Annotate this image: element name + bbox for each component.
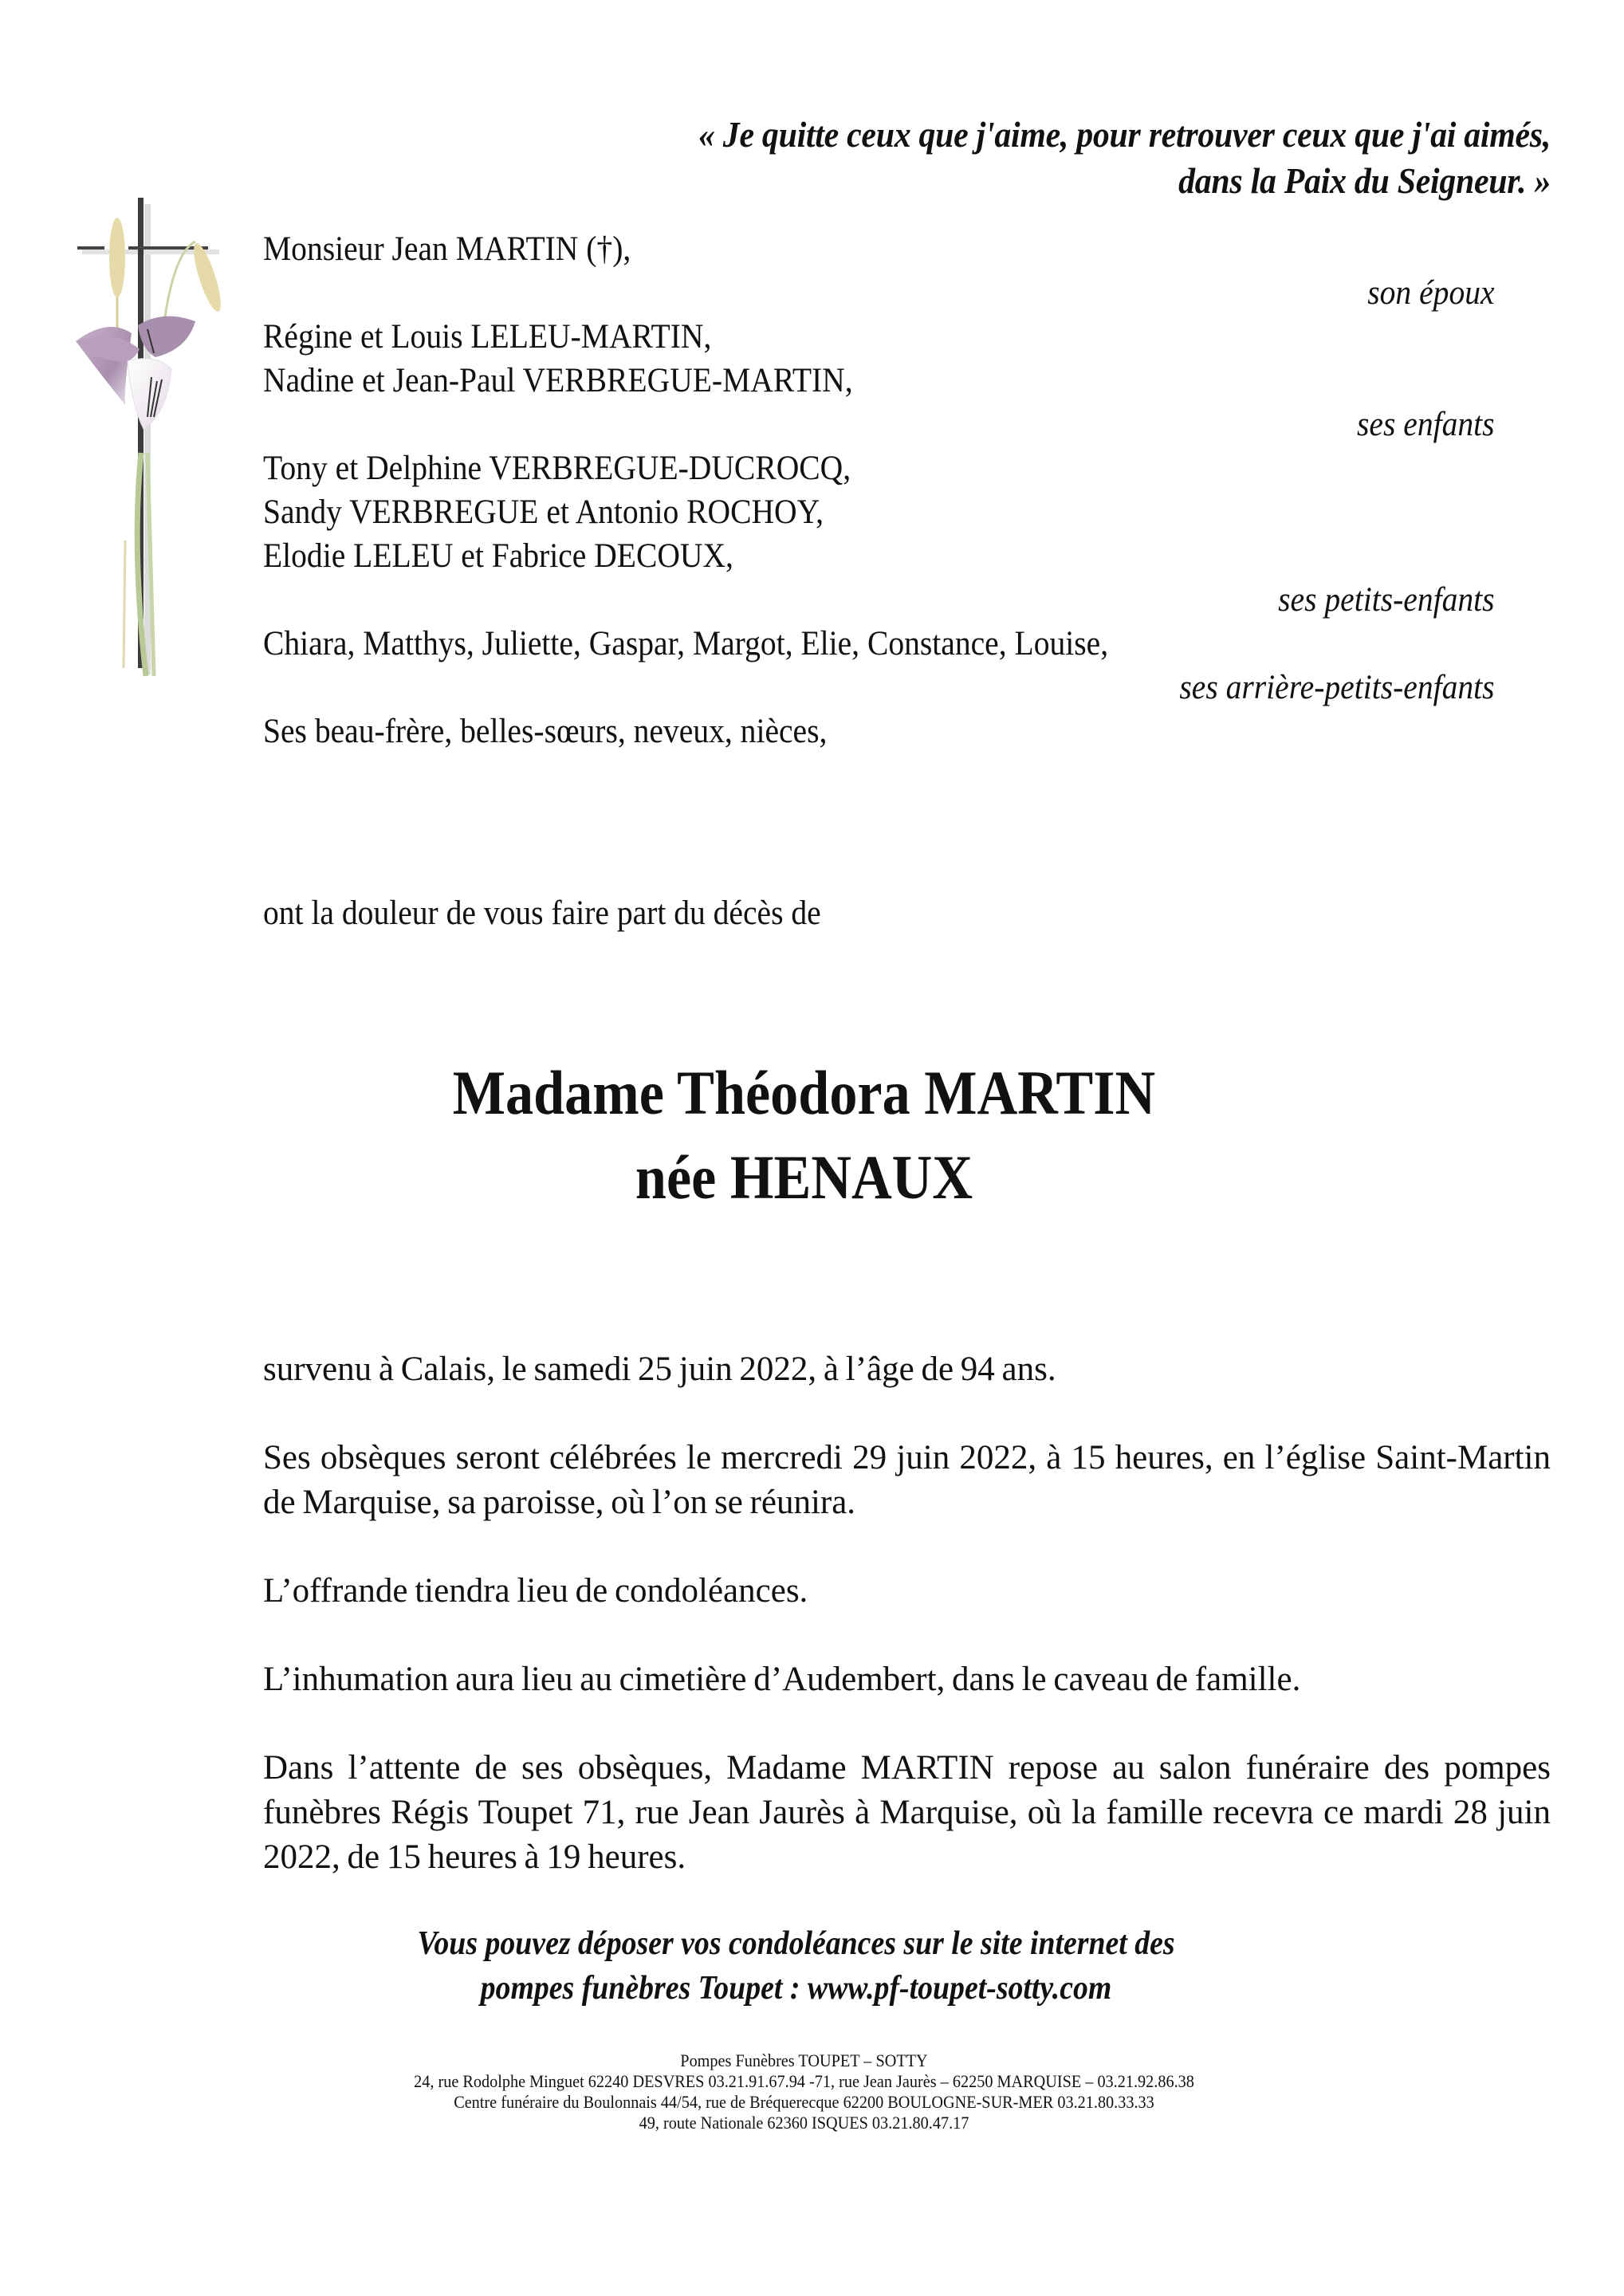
online-condolences-note: [0, 1921, 1624, 2011]
family-spouse-role: son époux: [1367, 274, 1495, 312]
family-child-name: Nadine et Jean-Paul VERBREGUE-MARTIN,: [263, 362, 853, 399]
family-children-role: ses enfants: [1357, 406, 1495, 443]
death-details: survenu à Calais, le samedi 25 juin 2022, à l’âge de 94 ans.: [263, 1350, 1056, 1388]
footer-address-2: Centre funéraire du Boulonnais 44/54, rue de Bréquerecque 62200 BOULOGNE-SUR-MER 03.21.80.33.33: [454, 2092, 1154, 2112]
family-grandchild-name: Sandy VERBREGUE et Antonio ROCHOY,: [263, 493, 824, 531]
announcement-body: [263, 1347, 1551, 1924]
family-great-grandchildren-names: Chiara, Matthys, Juliette, Gaspar, Margot, Elie, Constance, Louise,: [263, 625, 1109, 662]
family-grandchild-name: Elodie LELEU et Fabrice DECOUX,: [263, 537, 733, 575]
funeral-details: Ses obsèques seront célébrées le mercredi 29 juin 2022, à 15 heures, en l’église Saint-Martin de Marquise, sa paroisse, où l’on se réunira.: [263, 1439, 1551, 1521]
footer-address-3: 49, route Nationale 62360 ISQUES 03.21.80.47.17: [639, 2113, 969, 2133]
family-grandchild-name: Tony et Delphine VERBREGUE-DUCROCQ,: [263, 450, 851, 487]
announcement-intro: ont la douleur de vous faire part du décès de: [263, 894, 821, 932]
family-grandchildren-role: ses petits-enfants: [1278, 581, 1495, 619]
footer-company: Pompes Funèbres TOUPET – SOTTY: [680, 2050, 928, 2070]
footer-address-1: 24, rue Rodolphe Minguet 62240 DESVRES 03.21.91.67.94 -71, rue Jean Jaurès – 62250 MARQUISE – 03.21.92.86.38: [414, 2071, 1194, 2091]
family-list: [263, 227, 1555, 753]
deceased-name-line-1: Madame Théodora MARTIN: [452, 1058, 1156, 1127]
visitation-details: Dans l’attente de ses obsèques, Madame MARTIN repose au salon funéraire des pompes funèbres Régis Toupet 71, rue Jean Jaurès à Marquise, où la famille recevra ce mardi 28 juin 2022, de 15 heures à 19 heures.: [263, 1749, 1551, 1876]
quote-line-2: dans la Paix du Seigneur. »: [1178, 161, 1551, 201]
online-condolences-line-2[interactable]: pompes funèbres Toupet : www.pf-toupet-sotty.com: [480, 1970, 1112, 2007]
offering-note: L’offrande tiendra lieu de condoléances.: [263, 1572, 808, 1610]
family-child-name: Régine et Louis LELEU-MARTIN,: [263, 318, 712, 356]
deceased-name: [0, 1051, 1624, 1220]
deceased-name-line-2: née HENAUX: [635, 1142, 973, 1212]
family-others: Ses beau-frère, belles-sœurs, neveux, nièces,: [263, 713, 828, 750]
quote-line-1: « Je quitte ceux que j'aime, pour retrouver ceux que j'ai aimés,: [698, 115, 1551, 155]
burial-details: L’inhumation aura lieu au cimetière d’Audembert, dans le caveau de famille.: [263, 1661, 1301, 1698]
family-spouse-name: Monsieur Jean MARTIN (†),: [263, 230, 631, 268]
cross-with-calla-lilies-and-wheat-icon: [68, 190, 235, 692]
online-condolences-line-1: Vous pouvez déposer vos condoléances sur le site internet des: [417, 1925, 1175, 1962]
epigraph-quote: [513, 112, 1551, 204]
funeral-home-footer: [0, 2050, 1624, 2133]
family-great-grandchildren-role: ses arrière-petits-enfants: [1179, 669, 1495, 706]
